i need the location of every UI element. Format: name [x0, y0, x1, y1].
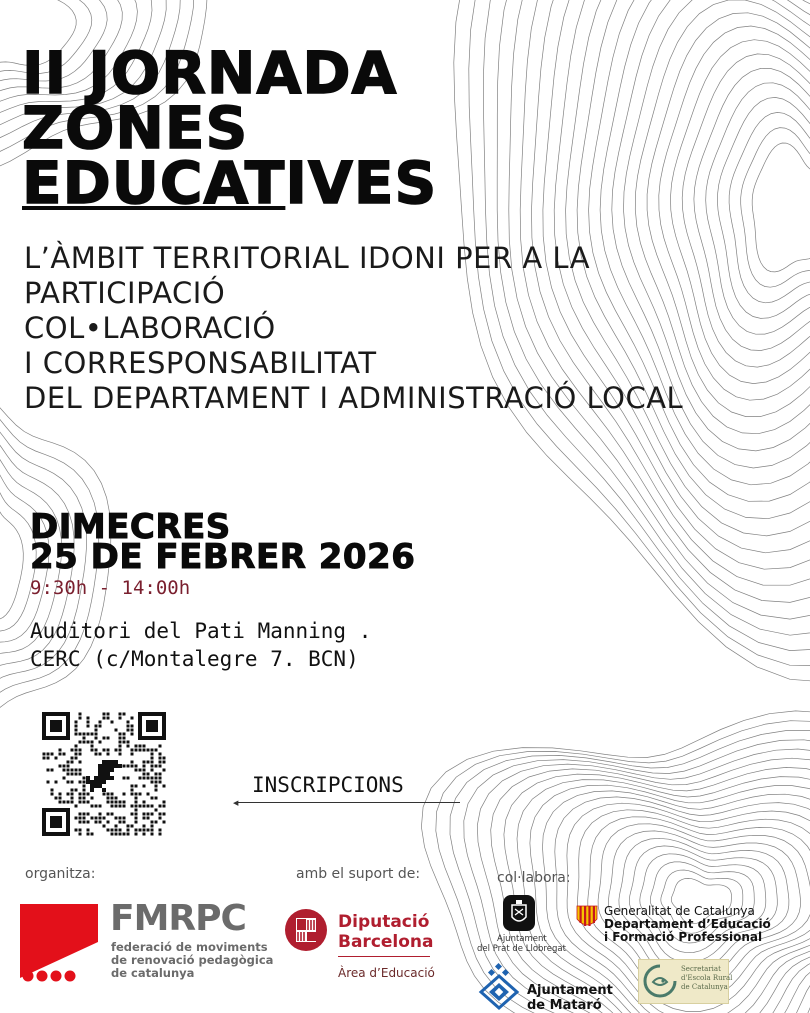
fmrpc-name: FMRPC: [110, 898, 246, 939]
collabora-label: col·labora:: [497, 870, 571, 886]
mataro-line-2: de Mataró: [527, 998, 602, 1013]
venue-line-1: Auditori del Pati Manning .: [30, 619, 372, 643]
prat-shield-icon: [499, 895, 539, 931]
escola-line-2: d'Escola Rural: [681, 974, 733, 982]
generalitat-line-2: Departament d’Educació: [604, 917, 771, 931]
mataro-line-1: Ajuntament: [527, 983, 613, 998]
escola-line-1: Secretariat: [681, 965, 721, 973]
fmrpc-sub-2: de renovació pedagògica: [111, 953, 274, 967]
diputacio-emblem-icon: [284, 908, 328, 952]
subtitle-line-4: I CORRESPONSABILITAT: [24, 346, 377, 380]
subtitle-line-1: L’ÀMBIT TERRITORIAL IDONI PER A LA: [24, 241, 591, 275]
registration-link[interactable]: INSCRIPCIONS: [252, 773, 404, 797]
venue-line-2: CERC (c/Montalegre 7. BCN): [30, 647, 359, 671]
suport-label: amb el suport de:: [296, 866, 421, 882]
subtitle-line-2: PARTICIPACIÓ: [24, 276, 226, 310]
event-day: DIMECRES: [30, 507, 231, 547]
generalitat-senyera-icon: [576, 905, 598, 929]
diputacio-line-1: Diputació: [338, 912, 430, 932]
qr-code-icon[interactable]: [42, 712, 166, 836]
diputacio-area: Àrea d’Educació: [338, 966, 435, 980]
mataro-emblem-icon: [477, 962, 521, 1010]
escola-rural-icon: [641, 962, 679, 1000]
title-line-3: [22, 149, 438, 217]
arrow-left-icon: ◀: [233, 799, 239, 807]
subtitle-line-5: DEL DEPARTAMENT I ADMINISTRACIÓ LOCAL: [24, 381, 684, 415]
title-line-1: II JORNADA: [22, 39, 398, 107]
event-date: 25 DE FEBRER 2026: [30, 537, 416, 577]
subtitle-line-3: COL•LABORACIÓ: [24, 311, 276, 345]
fmrpc-sub-3: de catalunya: [111, 966, 195, 980]
escola-line-3: de Catalunya: [681, 983, 728, 991]
event-time: 9:30h - 14:00h: [30, 577, 191, 599]
diputacio-divider: [338, 956, 430, 957]
registration-underline: [236, 802, 460, 803]
diputacio-line-2: Barcelona: [338, 932, 434, 952]
title-line-2: ZONES: [22, 94, 249, 162]
prat-line-2: del Prat de Llobregat: [477, 944, 566, 954]
fmrpc-sub-1: federació de moviments: [111, 940, 268, 954]
title-underlined-part: EDUCAT: [22, 149, 286, 217]
generalitat-line-1: Generalitat de Catalunya: [604, 904, 755, 918]
organitza-label: organitza:: [25, 866, 96, 882]
prat-line-1: Ajuntament: [497, 934, 547, 944]
generalitat-line-3: i Formació Professional: [604, 930, 763, 944]
title-rest-part: IVES: [285, 149, 438, 217]
